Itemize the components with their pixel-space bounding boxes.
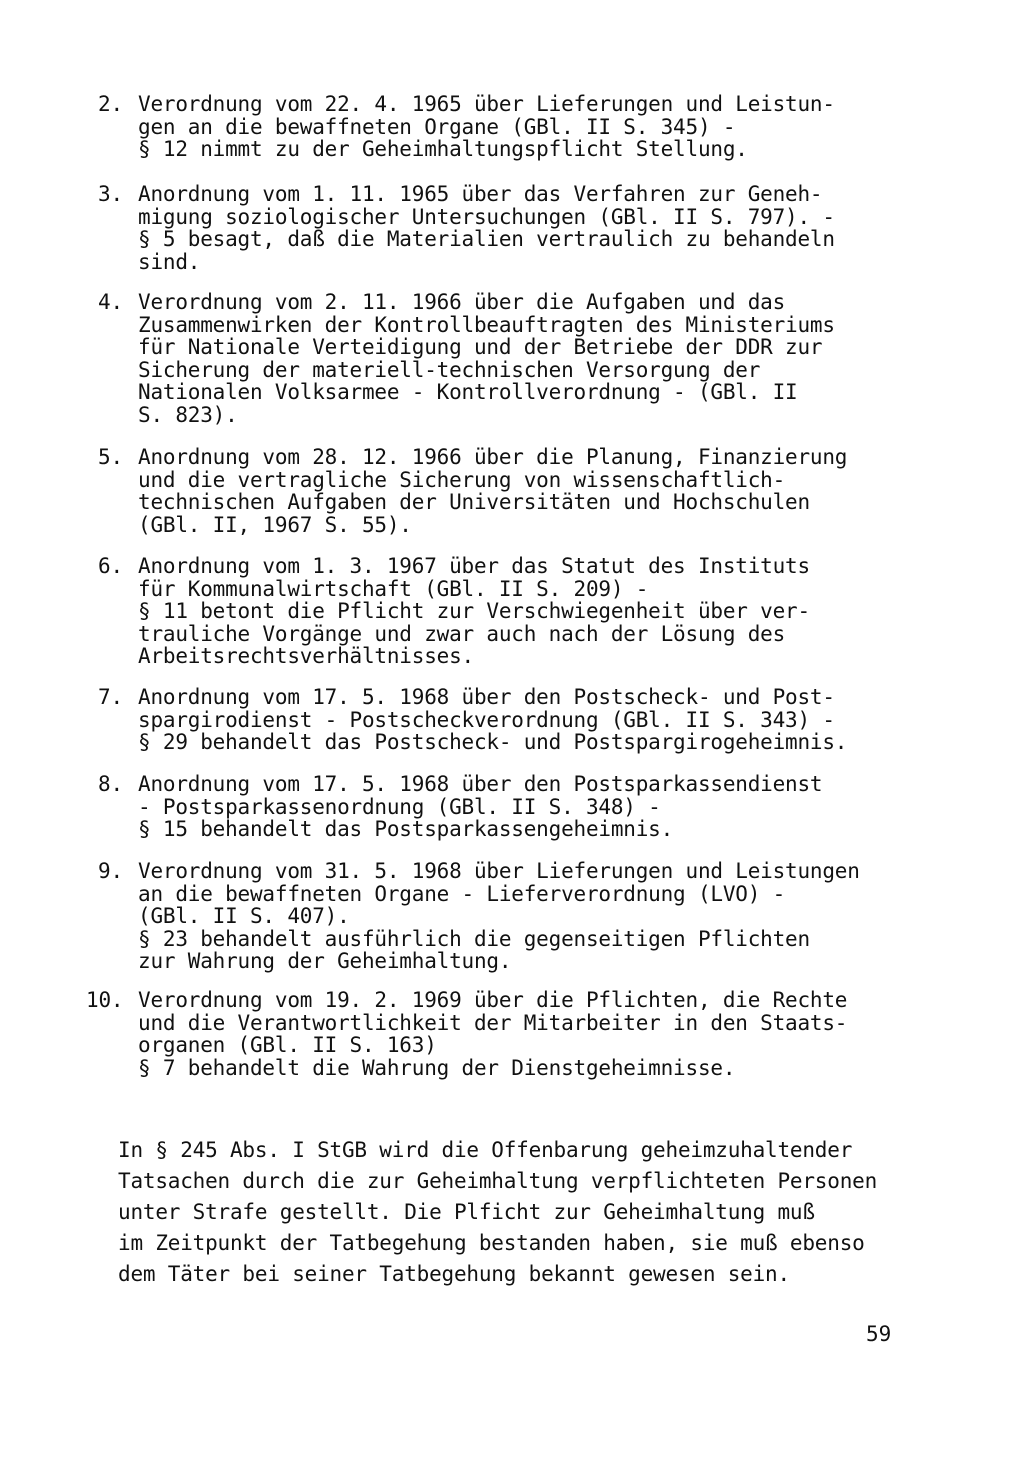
body-paragraph (118, 1135, 918, 1290)
paragraph-line: dem Täter bei seiner Tatbegehung bekannt gewesen sein. (118, 1262, 790, 1286)
paragraph-line: unter Strafe gestellt. Die Plficht zur Geheimhaltung muß (118, 1200, 815, 1224)
item-line: Sicherung der materiell-technischen Versorgung der (138, 357, 761, 382)
item-number: 4. (98, 290, 123, 314)
item-line: Anordnung vom 1. 3. 1967 über das Statut des Instituts (138, 554, 810, 578)
item-number: 6. (98, 554, 123, 578)
item-line: für Nationale Verteidigung und der Betriebe der DDR zur (138, 335, 823, 359)
item-line: organen (GBl. II S. 163) (138, 1033, 437, 1057)
item-line: und die vertragliche Sicherung von wissenschaftlich- (138, 467, 786, 492)
item-line: spargirodienst - Postscheckverordnung (GBl. II S. 343) - (138, 707, 835, 732)
item-line: und die Verantwortlichkeit der Mitarbeiter in den Staats- (138, 1010, 848, 1035)
item-line: für Kommunalwirtschaft (GBl. II S. 209) - (138, 576, 649, 601)
item-line: - Postsparkassenordnung (GBl. II S. 348) - (138, 794, 661, 819)
item-line: technischen Aufgaben der Universitäten und Hochschulen (138, 490, 810, 514)
item-line: Anordnung vom 28. 12. 1966 über die Planung, Finanzierung (138, 445, 848, 469)
item-line: Verordnung vom 19. 2. 1969 über die Pflichten, die Rechte (138, 988, 848, 1012)
item-number: 7. (98, 685, 123, 709)
item-line: Anordnung vom 17. 5. 1968 über den Postscheck- und Post- (138, 685, 835, 709)
item-line: Nationalen Volksarmee - Kontrollverordnung - (GBl. II (138, 380, 798, 404)
item-line: § 5 besagt, daß die Materialien vertraulich zu behandeln (138, 227, 835, 251)
item-line: sind. (138, 249, 201, 274)
item-line: S. 823). (138, 402, 238, 427)
page-number: 59 (866, 1322, 892, 1346)
list-item (98, 860, 918, 973)
list-item (98, 773, 918, 841)
paragraph-line: In § 245 Abs. I StGB wird die Offenbarung geheimzuhaltender (118, 1138, 853, 1162)
list-item (98, 555, 918, 668)
item-line: Anordnung vom 17. 5. 1968 über den Postsparkassendienst (138, 772, 823, 796)
item-line: an die bewaffneten Organe - Lieferverordnung (LVO) - (138, 881, 786, 906)
item-line: § 12 nimmt zu der Geheimhaltungspflicht Stellung. (138, 137, 748, 161)
item-line: trauliche Vorgänge und zwar auch nach der Lösung des (138, 621, 786, 646)
list-item (98, 686, 918, 754)
list-item (98, 446, 918, 536)
item-number: 3. (98, 182, 123, 206)
item-number: 9. (98, 859, 123, 883)
item-line: Zusammenwirken der Kontrollbeauftragten des Ministeriums (138, 312, 835, 337)
item-line: (GBl. II S. 407). (138, 904, 350, 928)
item-line: Anordnung vom 1. 11. 1965 über das Verfahren zur Geneh- (138, 182, 823, 206)
paragraph-line: Tatsachen durch die zur Geheimhaltung verpflichteten Personen (118, 1169, 878, 1193)
item-line: Verordnung vom 22. 4. 1965 über Lieferungen und Leistun- (138, 92, 835, 116)
item-line: § 23 behandelt ausführlich die gegenseitigen Pflichten (138, 926, 810, 951)
list-item (98, 291, 918, 426)
item-line: § 11 betont die Pflicht zur Verschwiegenheit über ver- (138, 599, 810, 623)
item-number: 8. (98, 772, 123, 796)
item-line: § 15 behandelt das Postsparkassengeheimnis. (138, 817, 674, 841)
item-line: § 7 behandelt die Wahrung der Dienstgeheimnisse. (138, 1055, 736, 1080)
item-number: 5. (98, 445, 123, 469)
item-line: (GBl. II, 1967 S. 55). (138, 512, 412, 537)
list-item (98, 93, 918, 161)
item-line: Verordnung vom 31. 5. 1968 über Lieferungen und Leistungen (138, 859, 860, 883)
list-item (98, 183, 918, 273)
item-line: Verordnung vom 2. 11. 1966 über die Aufgaben und das (138, 290, 786, 314)
item-line: gen an die bewaffneten Organe (GBl. II S. 345) - (138, 114, 736, 139)
paragraph-line: im Zeitpunkt der Tatbegehung bestanden haben, sie muß ebenso (118, 1231, 865, 1255)
item-line: zur Wahrung der Geheimhaltung. (138, 949, 512, 973)
item-line: migung soziologischer Untersuchungen (GBl. II S. 797). - (138, 204, 835, 229)
item-number: 10. (86, 988, 124, 1012)
item-number: 2. (98, 92, 123, 116)
list-item (86, 989, 906, 1079)
item-line: Arbeitsrechtsverhältnisses. (138, 644, 474, 668)
item-line: § 29 behandelt das Postscheck- und Postspargirogeheimnis. (138, 730, 848, 754)
